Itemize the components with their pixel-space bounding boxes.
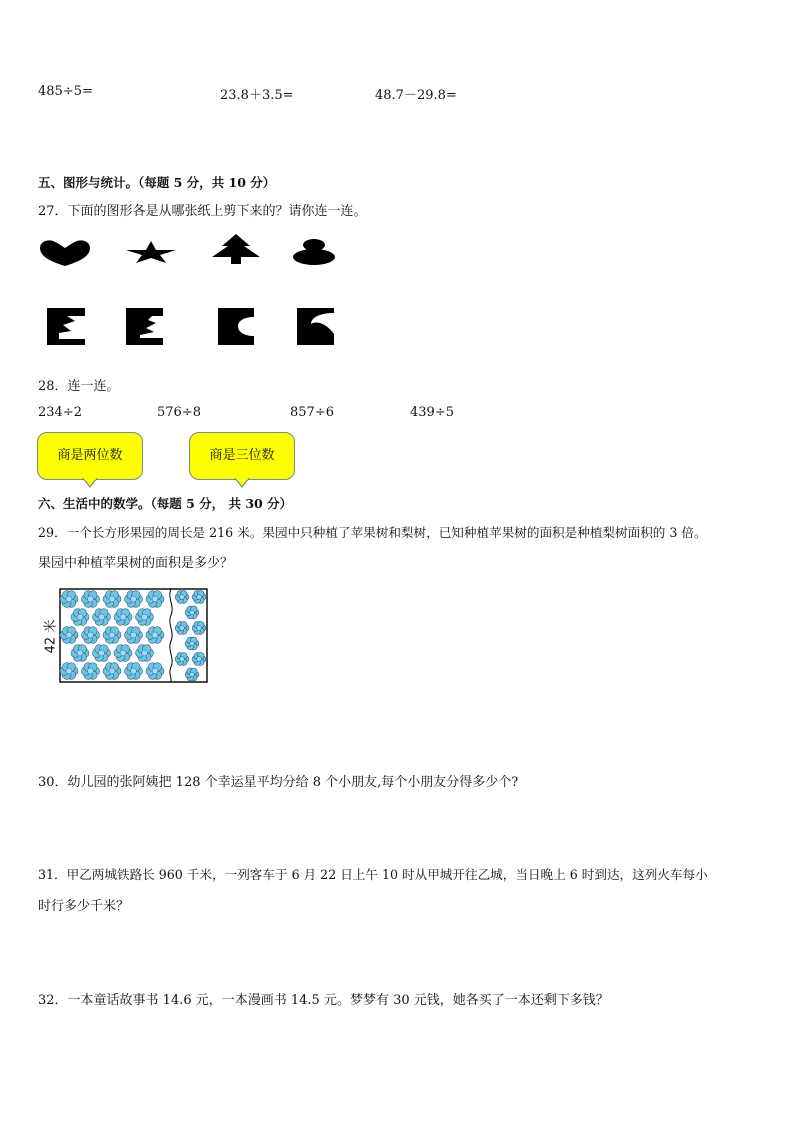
apple-tree-icon bbox=[60, 663, 78, 680]
apple-tree-icon bbox=[82, 627, 100, 644]
pear-tree-icon bbox=[175, 622, 189, 635]
apple-tree-icon bbox=[93, 609, 111, 626]
calc-item-1: 485÷5= bbox=[38, 84, 93, 99]
calc-item-2: 23.8＋3.5= bbox=[220, 88, 294, 103]
apple-tree-icon bbox=[71, 645, 89, 662]
callout-tail bbox=[82, 478, 98, 488]
question-31-line-1: 31．甲乙两城铁路长 960 千米，一列客车于 6 月 22 日上午 10 时从甲城开往乙城，当日晚上 6 时到达，这列火车每小 bbox=[38, 867, 708, 882]
question-27-text: 27．下面的图形各是从哪张纸上剪下来的？请你连一连。 bbox=[38, 204, 367, 219]
apple-tree-icon bbox=[136, 645, 154, 662]
apple-tree-icon bbox=[146, 627, 164, 644]
pear-tree-icon bbox=[192, 653, 206, 666]
apple-tree-icon bbox=[146, 591, 164, 608]
apple-tree-icon bbox=[82, 663, 100, 680]
apple-tree-icon bbox=[125, 627, 143, 644]
question-29-line-2: 果园中种植苹果树的面积是多少？ bbox=[38, 556, 234, 571]
pear-tree-icon bbox=[185, 606, 199, 619]
cutout-card-2[interactable] bbox=[126, 308, 163, 345]
section-5-heading: 五、图形与统计。（每题 5 分，共 10 分） bbox=[38, 175, 276, 190]
apple-tree-icon bbox=[125, 663, 143, 680]
tree-arrow-icon bbox=[208, 233, 264, 265]
pear-tree-icon bbox=[185, 668, 199, 681]
section-6-heading: 六、生活中的数学。（每题 5 分， 共 30 分） bbox=[38, 496, 293, 511]
apple-tree-icon bbox=[82, 591, 100, 608]
apple-tree-icon bbox=[114, 609, 132, 626]
expression-439-div-5[interactable]: 439÷5 bbox=[410, 405, 454, 420]
pear-tree-icon bbox=[175, 591, 189, 604]
question-30-text: 30．幼儿园的张阿姨把 128 个幸运星平均分给 8 个小朋友,每个小朋友分得多少个? bbox=[38, 775, 519, 790]
star-icon bbox=[125, 240, 177, 264]
calc-item-3: 48.7－29.8= bbox=[375, 88, 457, 103]
apple-tree-icon bbox=[103, 627, 121, 644]
apple-tree-icon bbox=[125, 591, 143, 608]
apple-tree-icon bbox=[71, 609, 89, 626]
expression-234-div-2[interactable]: 234÷2 bbox=[38, 405, 82, 420]
apple-trees-group bbox=[60, 591, 164, 680]
apple-tree-icon bbox=[93, 645, 111, 662]
callout-tail bbox=[234, 478, 250, 488]
cutout-card-1[interactable] bbox=[47, 308, 85, 345]
cutout-card-4[interactable] bbox=[297, 308, 334, 345]
apple-tree-icon bbox=[103, 591, 121, 608]
pear-tree-icon bbox=[175, 653, 189, 666]
cutout-card-3[interactable] bbox=[218, 308, 254, 345]
question-31-line-2: 时行多少千米？ bbox=[38, 899, 130, 914]
answer-box-two-digit[interactable]: 商是两位数 bbox=[37, 432, 143, 480]
apple-tree-icon bbox=[146, 663, 164, 680]
question-28-text: 28．连一连。 bbox=[38, 379, 120, 394]
heart-icon bbox=[38, 238, 92, 268]
orchard-diagram bbox=[59, 588, 209, 684]
question-29-line-1: 29．一个长方形果园的周长是 216 米。果园中只种植了苹果树和梨树，已知种植苹果树的面积是种植梨树面积的 3 倍。 bbox=[38, 525, 707, 540]
expression-857-div-6[interactable]: 857÷6 bbox=[290, 405, 334, 420]
snowman-icon bbox=[292, 238, 336, 266]
apple-tree-icon bbox=[136, 609, 154, 626]
pear-tree-icon bbox=[192, 622, 206, 635]
apple-tree-icon bbox=[114, 645, 132, 662]
expression-576-div-8[interactable]: 576÷8 bbox=[157, 405, 201, 420]
apple-tree-icon bbox=[103, 663, 121, 680]
orchard-width-label: 42 米 bbox=[43, 619, 59, 654]
pear-tree-icon bbox=[185, 637, 199, 650]
pear-tree-icon bbox=[192, 591, 206, 604]
apple-tree-icon bbox=[60, 627, 78, 644]
apple-tree-icon bbox=[60, 591, 78, 608]
answer-box-three-digit[interactable]: 商是三位数 bbox=[189, 432, 295, 480]
question-32-text: 32．一本童话故事书 14.6 元，一本漫画书 14.5 元。梦梦有 30 元钱，她各买了一本还剩下多钱？ bbox=[38, 993, 609, 1008]
